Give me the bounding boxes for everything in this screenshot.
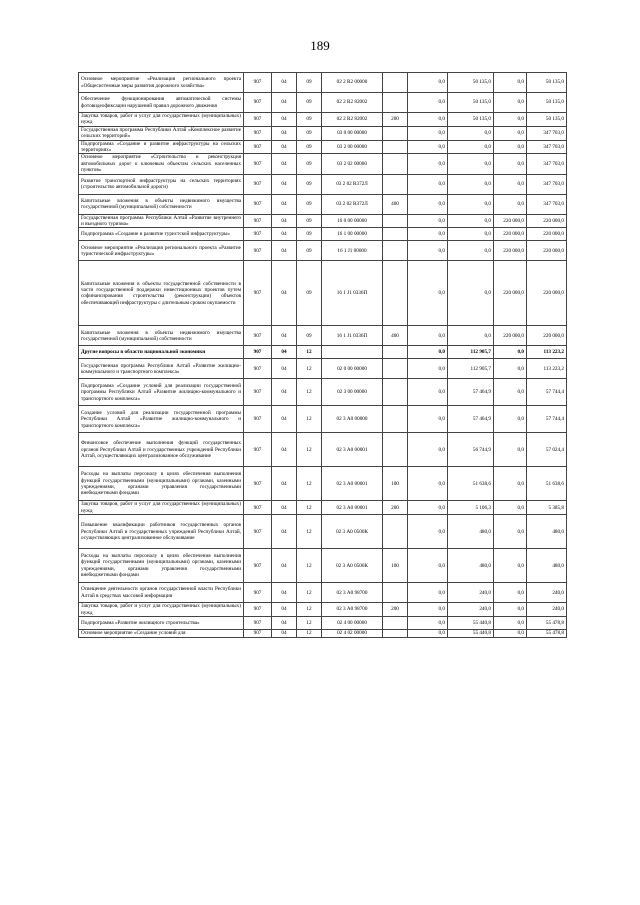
cell-admin-code: 907 (244, 214, 272, 228)
cell-amount-4: 220 000,0 (527, 261, 567, 326)
cell-amount-1: 0,0 (408, 194, 448, 214)
cell-target-article: 02 3 А0 98700 (322, 603, 383, 617)
cell-section-code: 04 (272, 73, 297, 93)
cell-amount-1: 0,0 (408, 379, 448, 406)
cell-section-code: 04 (272, 359, 297, 379)
cell-amount-4: 57 024,4 (527, 433, 567, 467)
cell-name: Основное мероприятие «Реализация регионального проекта «Развитие туристической инфраструктуры» (79, 241, 244, 261)
cell-expense-type (383, 433, 408, 467)
cell-amount-3: 220 000,0 (494, 228, 527, 241)
cell-expense-type: 100 (383, 549, 408, 583)
cell-expense-type (383, 93, 408, 113)
cell-amount-3: 220 000,0 (494, 214, 527, 228)
cell-expense-type (383, 261, 408, 326)
cell-amount-2: 240,0 (448, 583, 494, 603)
cell-admin-code: 907 (244, 154, 272, 174)
cell-subsection-code: 09 (297, 126, 322, 140)
cell-target-article (322, 346, 383, 359)
cell-target-article: 02 3 А0 0500К (322, 515, 383, 549)
cell-amount-3: 220 000,0 (494, 326, 527, 346)
table-row (79, 261, 567, 326)
cell-amount-3: 0,0 (494, 467, 527, 501)
cell-expense-type (383, 228, 408, 241)
cell-expense-type (383, 346, 408, 359)
cell-amount-4: 480,0 (527, 549, 567, 583)
cell-amount-3: 0,0 (494, 630, 527, 637)
cell-amount-3: 0,0 (494, 583, 527, 603)
cell-amount-2: 0,0 (448, 174, 494, 194)
cell-admin-code: 907 (244, 140, 272, 154)
cell-target-article: 03 2 02 R372Л (322, 174, 383, 194)
cell-expense-type (383, 630, 408, 637)
cell-amount-2: 57 464,9 (448, 406, 494, 433)
cell-expense-type (383, 515, 408, 549)
cell-target-article: 16 1 J1 00000 (322, 241, 383, 261)
cell-subsection-code: 12 (297, 346, 322, 359)
cell-amount-1: 0,0 (408, 326, 448, 346)
cell-target-article: 02 2 R2 00000 (322, 73, 383, 93)
cell-name: Государственная программа Республики Алтай «Комплексное развитие сельских территорий» (79, 126, 244, 140)
table-row (79, 346, 567, 359)
table-row (79, 603, 567, 617)
cell-amount-4: 220 000,0 (527, 241, 567, 261)
cell-subsection-code: 09 (297, 194, 322, 214)
cell-target-article: 16 0 00 00000 (322, 214, 383, 228)
cell-subsection-code: 09 (297, 93, 322, 113)
table-row (79, 467, 567, 501)
cell-expense-type (383, 73, 408, 93)
cell-section-code: 04 (272, 583, 297, 603)
cell-amount-2: 57 464,9 (448, 379, 494, 406)
cell-name: Закупка товаров, работ и услуг для государственных (муниципальных) нужд (79, 501, 244, 515)
cell-amount-2: 50 135,0 (448, 113, 494, 127)
cell-section-code: 04 (272, 261, 297, 326)
cell-expense-type: 200 (383, 501, 408, 515)
cell-amount-3: 0,0 (494, 617, 527, 630)
cell-subsection-code: 09 (297, 228, 322, 241)
cell-subsection-code: 12 (297, 501, 322, 515)
cell-subsection-code: 12 (297, 467, 322, 501)
cell-target-article: 03 2 02 00000 (322, 154, 383, 174)
cell-subsection-code: 12 (297, 406, 322, 433)
cell-subsection-code: 09 (297, 73, 322, 93)
cell-amount-3: 0,0 (494, 501, 527, 515)
cell-subsection-code: 12 (297, 630, 322, 637)
cell-subsection-code: 09 (297, 261, 322, 326)
cell-admin-code: 907 (244, 583, 272, 603)
cell-amount-1: 0,0 (408, 113, 448, 127)
cell-amount-1: 0,0 (408, 261, 448, 326)
table-row (79, 501, 567, 515)
cell-subsection-code: 12 (297, 549, 322, 583)
cell-expense-type: 400 (383, 326, 408, 346)
table-row (79, 241, 567, 261)
cell-amount-2: 0,0 (448, 140, 494, 154)
cell-amount-2: 0,0 (448, 241, 494, 261)
cell-section-code: 04 (272, 228, 297, 241)
cell-amount-1: 0,0 (408, 515, 448, 549)
cell-target-article: 02 3 А0 98700 (322, 583, 383, 603)
cell-name: Финансовое обеспечение выполнения функций государственных органов Республики Алтай и государственных учреждений Республики Алтай, осуществляющих централизованное обслуживание (79, 433, 244, 467)
table-row (79, 406, 567, 433)
cell-admin-code: 907 (244, 241, 272, 261)
cell-amount-2: 0,0 (448, 326, 494, 346)
cell-expense-type (383, 359, 408, 379)
cell-name: Создание условий для реализации государственной программы Республики Алтай «Развитие жилищно-коммунального и транспортного комплекса» (79, 406, 244, 433)
cell-amount-4: 240,0 (527, 603, 567, 617)
cell-expense-type (383, 379, 408, 406)
cell-section-code: 04 (272, 501, 297, 515)
cell-amount-1: 0,0 (408, 630, 448, 637)
cell-section-code: 04 (272, 140, 297, 154)
page-number: 189 (310, 38, 330, 53)
cell-target-article: 02 3 00 00000 (322, 379, 383, 406)
cell-amount-3: 0,0 (494, 174, 527, 194)
cell-amount-1: 0,0 (408, 467, 448, 501)
cell-subsection-code: 12 (297, 583, 322, 603)
cell-name: Капитальные вложения в объекты недвижимого имущества государственной (муниципальной) собственности (79, 194, 244, 214)
cell-amount-4: 220 000,0 (527, 228, 567, 241)
cell-expense-type: 200 (383, 603, 408, 617)
table-row (79, 433, 567, 467)
table-row (79, 154, 567, 174)
cell-section-code: 04 (272, 406, 297, 433)
cell-subsection-code: 12 (297, 617, 322, 630)
cell-amount-2: 50 135,0 (448, 73, 494, 93)
cell-name: Обеспечение функционирования автоматической системы фотовидеофиксации нарушений правил дорожного движения (79, 93, 244, 113)
cell-amount-4: 347 703,0 (527, 126, 567, 140)
cell-name: Подпрограмма «Создание и развитие инфраструктуры на сельских территориях» (79, 140, 244, 154)
cell-section-code: 04 (272, 617, 297, 630)
table-row (79, 194, 567, 214)
cell-admin-code: 907 (244, 174, 272, 194)
cell-admin-code: 907 (244, 603, 272, 617)
cell-amount-3: 0,0 (494, 126, 527, 140)
cell-amount-4: 113 223,2 (527, 346, 567, 359)
cell-target-article: 03 0 00 00000 (322, 126, 383, 140)
cell-target-article: 02 0 00 00000 (322, 359, 383, 379)
cell-amount-4: 220 000,0 (527, 214, 567, 228)
cell-amount-3: 0,0 (494, 379, 527, 406)
cell-subsection-code: 12 (297, 515, 322, 549)
cell-amount-3: 0,0 (494, 433, 527, 467)
cell-name: Развитие транспортной инфраструктуры на сельских территориях (строительство автомобильной дороги) (79, 174, 244, 194)
cell-subsection-code: 12 (297, 359, 322, 379)
cell-name: Освещение деятельности органов государственной власти Республики Алтай в средствах массовой информации (79, 583, 244, 603)
cell-admin-code: 907 (244, 346, 272, 359)
cell-subsection-code: 12 (297, 433, 322, 467)
cell-subsection-code: 09 (297, 113, 322, 127)
cell-admin-code: 907 (244, 617, 272, 630)
table-row (79, 379, 567, 406)
cell-amount-3: 0,0 (494, 359, 527, 379)
cell-amount-2: 112 905,7 (448, 359, 494, 379)
cell-admin-code: 907 (244, 93, 272, 113)
cell-amount-3: 0,0 (494, 515, 527, 549)
cell-expense-type: 400 (383, 194, 408, 214)
cell-target-article: 03 2 02 R372Л (322, 194, 383, 214)
table-row (79, 140, 567, 154)
table-body (79, 73, 567, 638)
cell-amount-2: 112 905,7 (448, 346, 494, 359)
cell-section-code: 04 (272, 630, 297, 637)
cell-amount-3: 0,0 (494, 603, 527, 617)
cell-amount-1: 0,0 (408, 549, 448, 583)
cell-amount-4: 347 703,0 (527, 140, 567, 154)
cell-admin-code: 907 (244, 261, 272, 326)
cell-amount-4: 240,0 (527, 583, 567, 603)
cell-amount-1: 0,0 (408, 359, 448, 379)
cell-target-article: 16 1 J1 0336П (322, 261, 383, 326)
cell-section-code: 04 (272, 603, 297, 617)
cell-target-article: 16 1 00 00000 (322, 228, 383, 241)
cell-name: Закупка товаров, работ и услуг для государственных (муниципальных) нужд (79, 113, 244, 127)
cell-amount-3: 0,0 (494, 93, 527, 113)
cell-amount-1: 0,0 (408, 174, 448, 194)
cell-amount-2: 0,0 (448, 228, 494, 241)
table-row (79, 359, 567, 379)
cell-amount-2: 480,0 (448, 549, 494, 583)
cell-target-article: 02 2 R2 82002 (322, 93, 383, 113)
cell-section-code: 04 (272, 194, 297, 214)
cell-amount-3: 0,0 (494, 406, 527, 433)
cell-section-code: 04 (272, 467, 297, 501)
table-row (79, 113, 567, 127)
cell-expense-type (383, 140, 408, 154)
cell-amount-1: 0,0 (408, 241, 448, 261)
cell-section-code: 04 (272, 113, 297, 127)
cell-subsection-code: 09 (297, 154, 322, 174)
budget-table (78, 72, 567, 638)
cell-admin-code: 907 (244, 433, 272, 467)
cell-amount-4: 220 000,0 (527, 326, 567, 346)
cell-amount-1: 0,0 (408, 406, 448, 433)
cell-target-article: 02 4 02 00000 (322, 630, 383, 637)
cell-subsection-code: 09 (297, 326, 322, 346)
cell-expense-type (383, 617, 408, 630)
cell-amount-1: 0,0 (408, 617, 448, 630)
cell-name: Подпрограмма «Развитие жилищного строительства» (79, 617, 244, 630)
cell-target-article: 02 3 А0 00001 (322, 501, 383, 515)
cell-section-code: 04 (272, 549, 297, 583)
cell-amount-2: 51 638,6 (448, 467, 494, 501)
cell-amount-1: 0,0 (408, 603, 448, 617)
cell-amount-2: 0,0 (448, 214, 494, 228)
cell-amount-1: 0,0 (408, 346, 448, 359)
cell-section-code: 04 (272, 154, 297, 174)
cell-amount-3: 0,0 (494, 154, 527, 174)
table-row (79, 583, 567, 603)
cell-admin-code: 907 (244, 406, 272, 433)
table-row (79, 228, 567, 241)
cell-name: Капитальные вложения в объекты недвижимого имущества государственной (муниципальной) собственности (79, 326, 244, 346)
cell-admin-code: 907 (244, 379, 272, 406)
cell-section-code: 04 (272, 515, 297, 549)
cell-amount-4: 51 638,6 (527, 467, 567, 501)
cell-name: Закупка товаров, работ и услуг для государственных (муниципальных) нужд (79, 603, 244, 617)
cell-name: Основное мероприятие «Реализация регионального проекта «Общесистемные меры развития дорожного хозяйства» (79, 73, 244, 93)
cell-amount-3: 0,0 (494, 346, 527, 359)
cell-name: Основное мероприятие «Создание условий для (79, 630, 244, 637)
table-row (79, 126, 567, 140)
cell-name: Государственная программа Республики Алтай «Развитие внутреннего и въездного туризма» (79, 214, 244, 228)
cell-amount-2: 0,0 (448, 126, 494, 140)
cell-admin-code: 907 (244, 126, 272, 140)
cell-admin-code: 907 (244, 194, 272, 214)
cell-amount-3: 0,0 (494, 194, 527, 214)
table-row (79, 73, 567, 93)
cell-amount-1: 0,0 (408, 154, 448, 174)
cell-target-article: 02 4 00 00000 (322, 617, 383, 630)
cell-amount-1: 0,0 (408, 140, 448, 154)
cell-name: Подпрограмма «Создание и развитие туристской инфраструктуры» (79, 228, 244, 241)
cell-amount-2: 0,0 (448, 261, 494, 326)
cell-amount-1: 0,0 (408, 501, 448, 515)
cell-subsection-code: 12 (297, 379, 322, 406)
cell-admin-code: 907 (244, 113, 272, 127)
cell-section-code: 04 (272, 93, 297, 113)
cell-amount-3: 0,0 (494, 113, 527, 127)
cell-amount-2: 0,0 (448, 154, 494, 174)
cell-amount-2: 50 135,0 (448, 93, 494, 113)
cell-amount-4: 50 135,0 (527, 93, 567, 113)
cell-amount-2: 55 440,8 (448, 630, 494, 637)
cell-name: Другие вопросы в области национальной экономики (79, 346, 244, 359)
cell-section-code: 04 (272, 433, 297, 467)
table-row (79, 630, 567, 637)
table-row (79, 549, 567, 583)
cell-subsection-code: 09 (297, 140, 322, 154)
cell-amount-1: 0,0 (408, 583, 448, 603)
cell-section-code: 04 (272, 241, 297, 261)
cell-amount-2: 0,0 (448, 194, 494, 214)
cell-amount-1: 0,0 (408, 433, 448, 467)
cell-amount-1: 0,0 (408, 214, 448, 228)
cell-section-code: 04 (272, 346, 297, 359)
cell-expense-type (383, 174, 408, 194)
cell-admin-code: 907 (244, 501, 272, 515)
cell-amount-1: 0,0 (408, 126, 448, 140)
cell-admin-code: 907 (244, 515, 272, 549)
cell-expense-type (383, 583, 408, 603)
cell-name: Расходы на выплаты персоналу в целях обеспечения выполнения функций государственными (муниципальными) органами, казенными учреждениями, органами управления государственными внебюджетными фондами (79, 467, 244, 501)
cell-name: Подпрограмма «Создание условий для реализации государственной программы Республики Алтай «Развитие жилищно-коммунального и транспортного комплекса» (79, 379, 244, 406)
cell-amount-3: 220 000,0 (494, 261, 527, 326)
cell-subsection-code: 09 (297, 214, 322, 228)
cell-amount-4: 113 223,2 (527, 359, 567, 379)
cell-amount-3: 0,0 (494, 549, 527, 583)
cell-target-article: 02 3 А0 00001 (322, 433, 383, 467)
cell-amount-4: 50 135,0 (527, 73, 567, 93)
cell-amount-4: 50 135,0 (527, 113, 567, 127)
cell-amount-4: 347 703,0 (527, 174, 567, 194)
table-row (79, 617, 567, 630)
cell-name: Капитальные вложения в объекты государственной собственности в части государственной поддержки инвестиционных проектов путем софинансирования строительства (реконструкции) объектов обеспечивающей инфраструктуры с длительным сроком окупаемости (79, 261, 244, 326)
table-row (79, 326, 567, 346)
cell-name: Государственная программа Республики Алтай «Развитие жилищно-коммунального и транспортного комплекса» (79, 359, 244, 379)
cell-section-code: 04 (272, 326, 297, 346)
cell-amount-2: 56 744,9 (448, 433, 494, 467)
cell-expense-type: 200 (383, 113, 408, 127)
cell-section-code: 04 (272, 379, 297, 406)
cell-expense-type (383, 241, 408, 261)
cell-amount-3: 0,0 (494, 140, 527, 154)
cell-expense-type (383, 154, 408, 174)
cell-amount-4: 347 703,0 (527, 154, 567, 174)
cell-admin-code: 907 (244, 73, 272, 93)
cell-target-article: 03 2 00 00000 (322, 140, 383, 154)
cell-target-article: 16 1 J1 0336П (322, 326, 383, 346)
cell-amount-4: 57 744,4 (527, 379, 567, 406)
cell-amount-4: 55 478,8 (527, 630, 567, 637)
cell-amount-4: 57 744,4 (527, 406, 567, 433)
table-row (79, 93, 567, 113)
cell-amount-2: 55 440,8 (448, 617, 494, 630)
cell-amount-3: 220 000,0 (494, 241, 527, 261)
cell-name: Расходы на выплаты персоналу в целях обеспечения выполнения функций государственными (муниципальными) органами, казенными учреждениями, органами управления государственными внебюджетными фондами (79, 549, 244, 583)
cell-amount-2: 240,0 (448, 603, 494, 617)
cell-subsection-code: 12 (297, 603, 322, 617)
cell-section-code: 04 (272, 174, 297, 194)
cell-target-article: 02 3 А0 0500К (322, 549, 383, 583)
cell-expense-type (383, 214, 408, 228)
cell-admin-code: 907 (244, 467, 272, 501)
cell-amount-3: 0,0 (494, 73, 527, 93)
cell-name: Повышение квалификации работников государственных органов Республики Алтай и государственных учреждений Республики Алтай, осуществляющих централизованное обслуживание (79, 515, 244, 549)
cell-section-code: 04 (272, 126, 297, 140)
cell-amount-4: 347 703,0 (527, 194, 567, 214)
cell-expense-type (383, 406, 408, 433)
cell-amount-2: 480,0 (448, 515, 494, 549)
table-row (79, 214, 567, 228)
cell-admin-code: 907 (244, 549, 272, 583)
cell-amount-4: 5 385,8 (527, 501, 567, 515)
cell-section-code: 04 (272, 214, 297, 228)
cell-name: Основное мероприятие «Строительство и реконструкция автомобильных дорог к ключевым объектам сельских населенных пунктов» (79, 154, 244, 174)
table-row (79, 515, 567, 549)
cell-amount-1: 0,0 (408, 228, 448, 241)
table-row (79, 174, 567, 194)
cell-amount-4: 55 478,8 (527, 617, 567, 630)
cell-amount-4: 480,0 (527, 515, 567, 549)
cell-admin-code: 907 (244, 359, 272, 379)
cell-amount-1: 0,0 (408, 93, 448, 113)
cell-expense-type: 100 (383, 467, 408, 501)
cell-subsection-code: 09 (297, 241, 322, 261)
cell-admin-code: 907 (244, 326, 272, 346)
cell-expense-type (383, 126, 408, 140)
cell-target-article: 02 2 R2 82002 (322, 113, 383, 127)
cell-amount-2: 5 106,3 (448, 501, 494, 515)
cell-target-article: 02 3 А0 00001 (322, 467, 383, 501)
cell-subsection-code: 09 (297, 174, 322, 194)
cell-target-article: 02 3 А0 00000 (322, 406, 383, 433)
cell-admin-code: 907 (244, 228, 272, 241)
cell-admin-code: 907 (244, 630, 272, 637)
cell-amount-1: 0,0 (408, 73, 448, 93)
